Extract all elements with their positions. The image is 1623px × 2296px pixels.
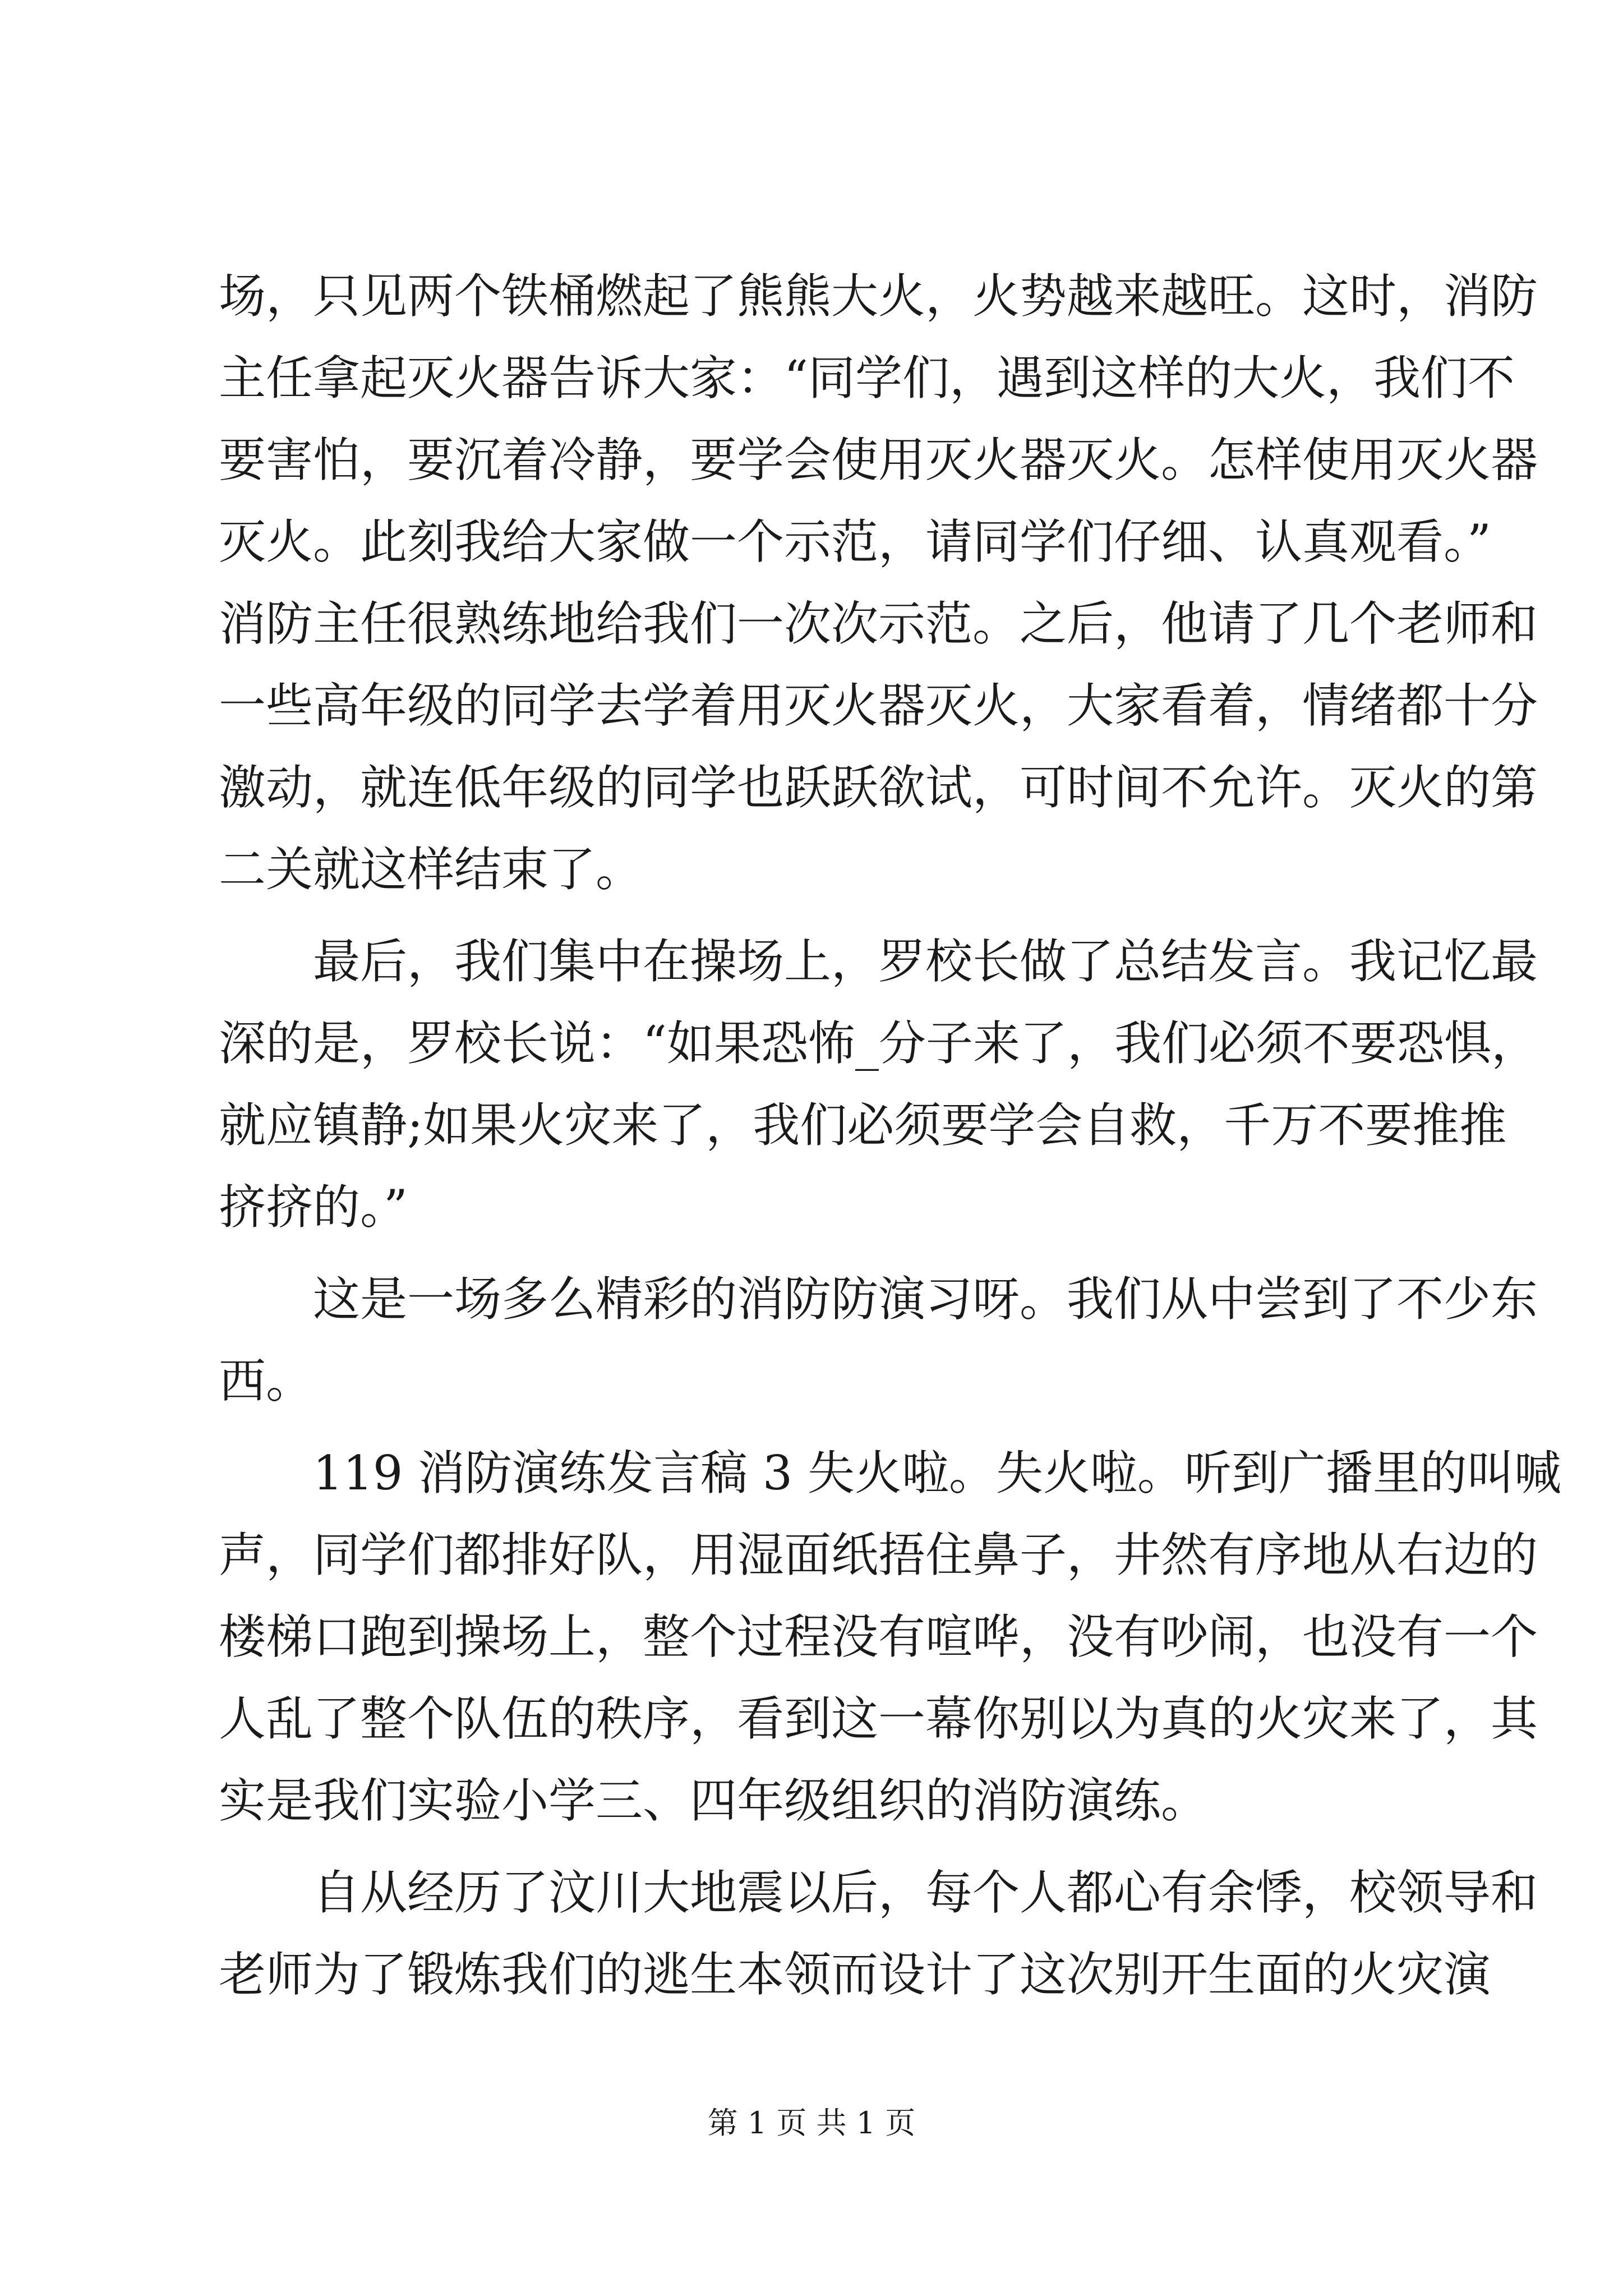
text-line: 楼梯口跑到操场上，整个过程没有喧哗，没有吵闹，也没有一个 xyxy=(219,1609,1538,1664)
text-line: 激动，就连低年级的同学也跃跃欲试，可时间不允许。灭火的第 xyxy=(219,760,1538,815)
paragraph-gap xyxy=(219,1422,1427,1432)
text-line: 要害怕，要沉着冷静，要学会使用灭火器灭火。怎样使用灭火器 xyxy=(219,432,1538,487)
text-line: 挤挤的。” xyxy=(219,1180,408,1235)
text-line: 西。 xyxy=(219,1354,313,1409)
text-line: 自从经历了汶川大地震以后，每个人都心有余悸，校领导和 xyxy=(219,1865,1538,1920)
text-line: 119 消防演练发言稿 3 失火啦。失火啦。听到广播里的叫喊 xyxy=(219,1446,1561,1501)
paragraph-gap xyxy=(219,1248,1427,1258)
text-line: 实是我们实验小学三、四年级组织的消防演练。 xyxy=(219,1773,1209,1828)
text-line: 就应镇静;如果火灾来了，我们必须要学会自救，千万不要推推 xyxy=(219,1098,1507,1153)
text-line: 场，只见两个铁桶燃起了熊熊大火，火势越来越旺。这时，消防 xyxy=(219,269,1538,324)
text-line: 最后，我们集中在操场上，罗校长做了总结发言。我记忆最 xyxy=(219,934,1538,989)
text-line: 人乱了整个队伍的秩序，看到这一幕你别以为真的火灾来了，其 xyxy=(219,1691,1538,1746)
text-line: 这是一场多么精彩的消防防演习呀。我们从中尝到了不少东 xyxy=(219,1272,1538,1327)
paragraph-gap xyxy=(219,1842,1427,1852)
text-line: 二关就这样结束了。 xyxy=(219,842,643,897)
text-line: 主任拿起灭火器告诉大家：“同学们，遇到这样的大火，我们不 xyxy=(219,351,1515,406)
text-line: 灭火。此刻我给大家做一个示范，请同学们仔细、认真观看。” xyxy=(219,514,1491,569)
text-line: 声，同学们都排好队，用湿面纸捂住鼻子，井然有序地从右边的 xyxy=(219,1527,1538,1582)
text-line: 消防主任很熟练地给我们一次次示范。之后，他请了几个老师和 xyxy=(219,596,1538,651)
text-line: 老师为了锻炼我们的逃生本领而设计了这次别开生面的火灾演 xyxy=(219,1947,1491,2002)
document-body xyxy=(219,255,1561,2016)
text-line: 一些高年级的同学去学着用灭火器灭火，大家看着，情绪都十分 xyxy=(219,678,1538,733)
paragraph-gap xyxy=(219,910,1427,921)
text-line: 深的是，罗校长说：“如果恐怖_分子来了，我们必须不要恐惧， xyxy=(219,1016,1538,1071)
page-footer: 第 1 页 共 1 页 xyxy=(707,2105,916,2141)
